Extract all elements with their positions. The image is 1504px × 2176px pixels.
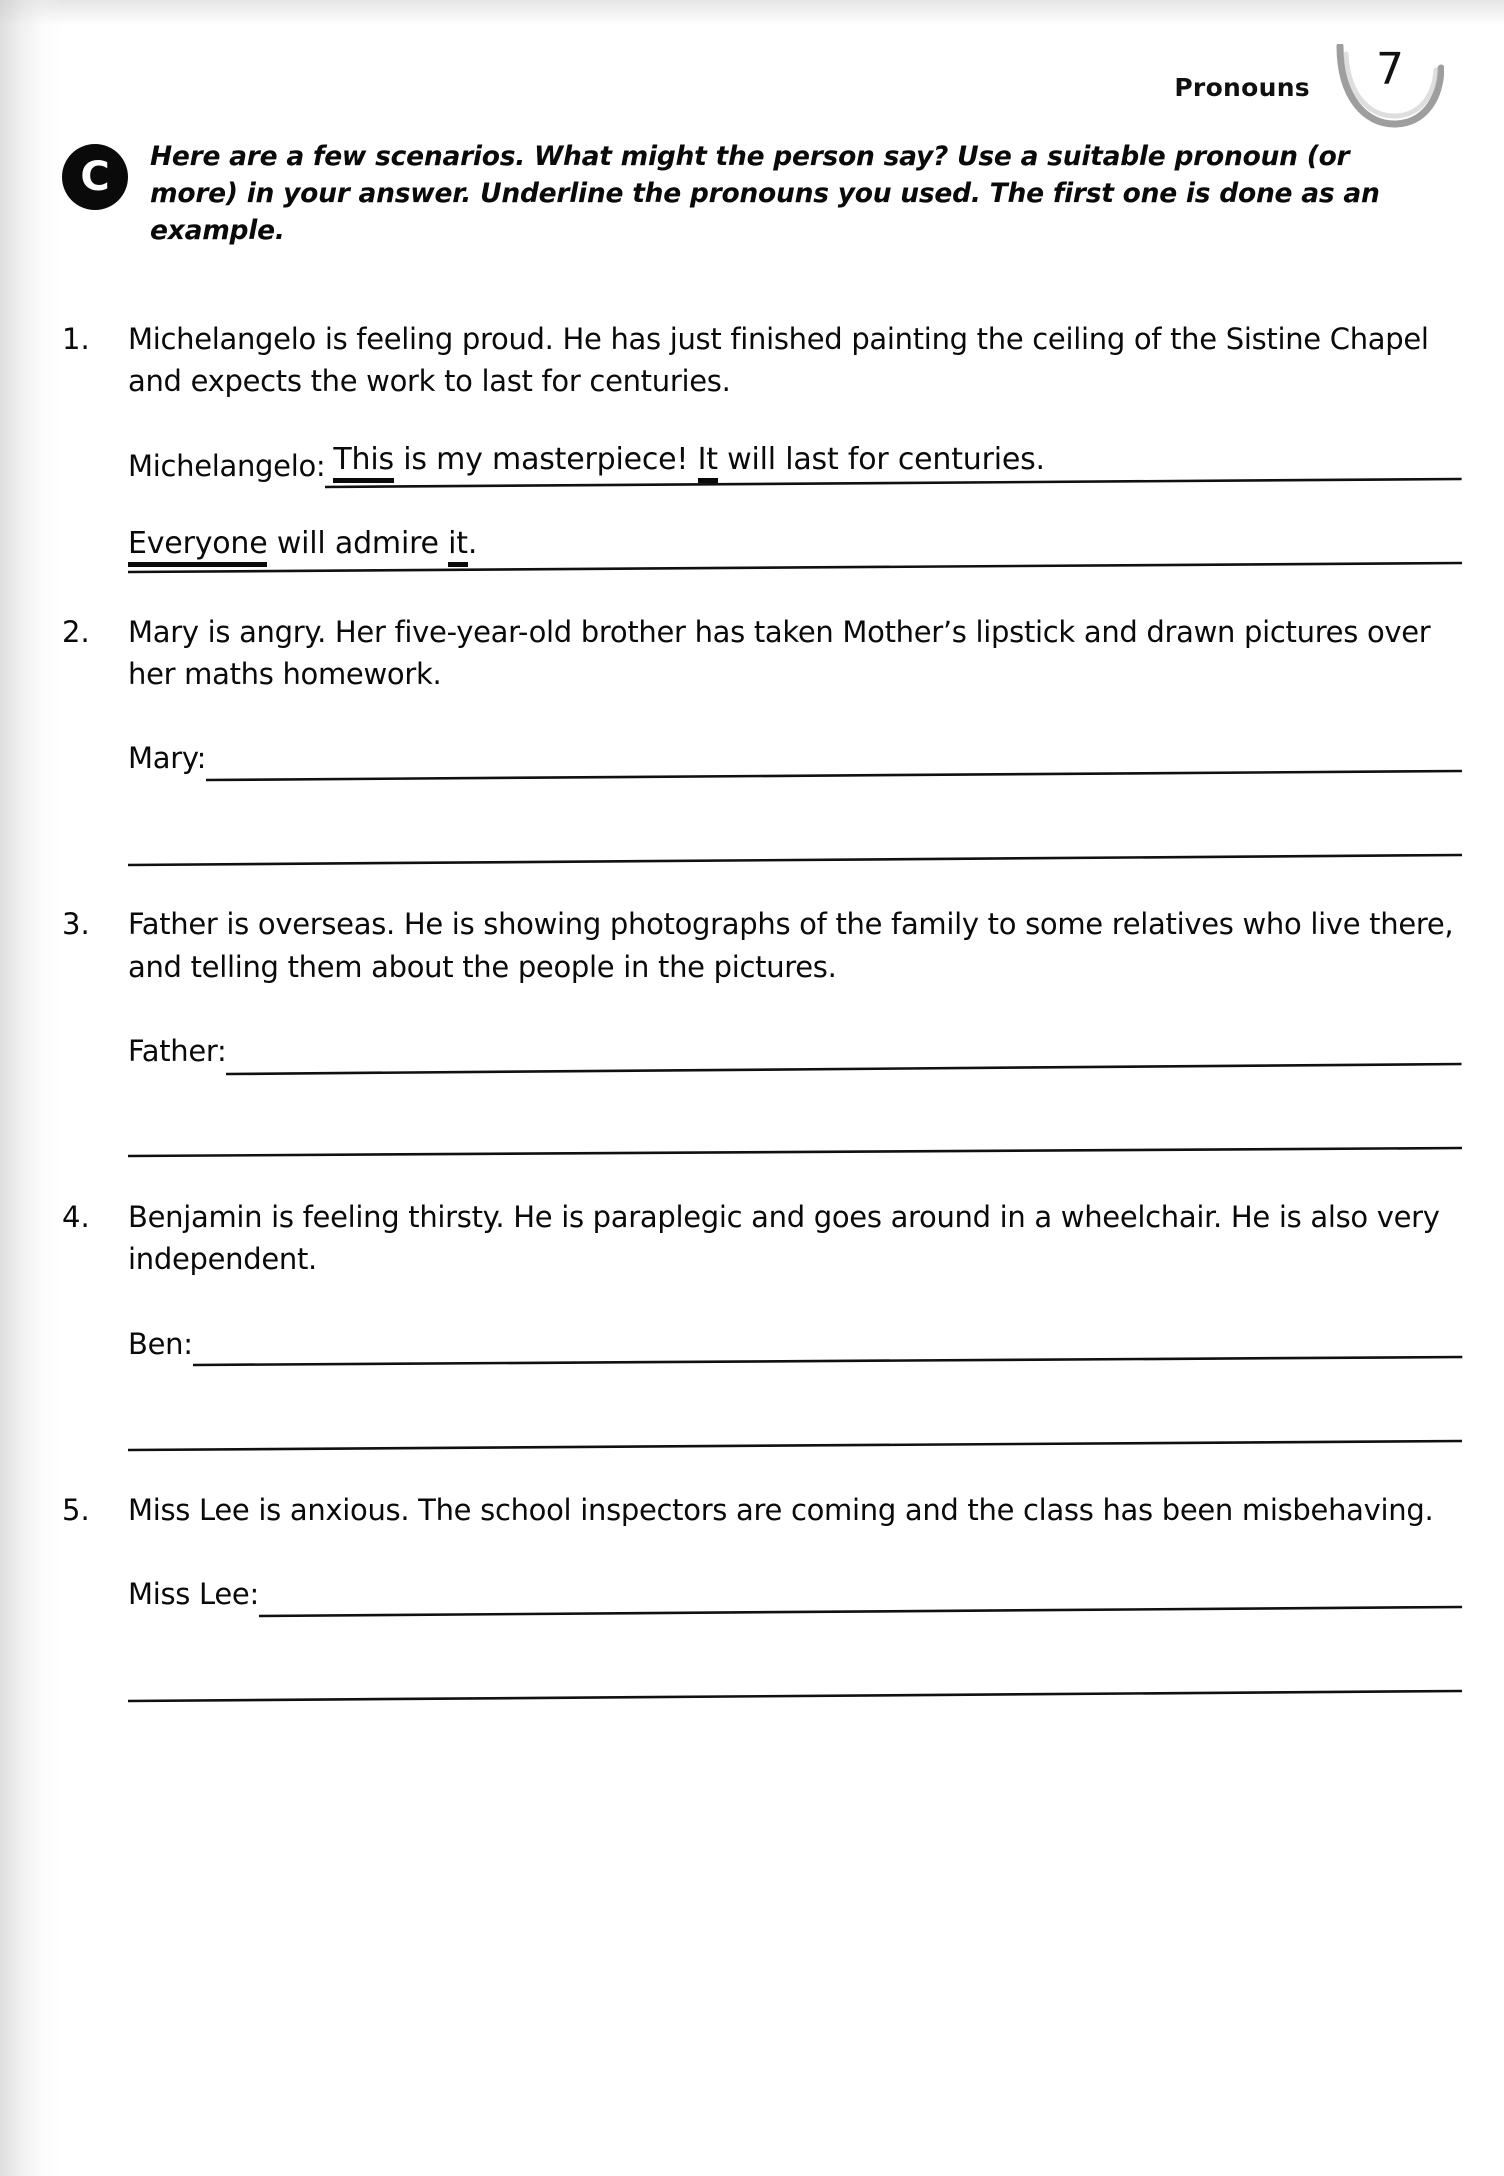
answer-rule: [128, 1681, 1462, 1703]
question-head: [62, 903, 1462, 988]
answer-field[interactable]: [128, 513, 1462, 575]
question-number: 2.: [62, 614, 90, 649]
answer-field[interactable]: [193, 1307, 1462, 1369]
questions-list: [62, 318, 1462, 1703]
answer-label: Miss Lee:: [128, 1576, 259, 1611]
answer-field[interactable]: [259, 1557, 1462, 1619]
question-item: [62, 1196, 1462, 1453]
handwriting-text: will last for centuries.: [717, 441, 1045, 477]
handwritten-answer: [333, 442, 1045, 477]
instruction-text: Here are a few scenarios. What might the person say? Use a suitable pronoun (or more) in your answer. Underline the pronouns you used. The first one is done as an example.: [150, 141, 1380, 247]
answer-field[interactable]: [128, 1098, 1462, 1160]
answer-field[interactable]: [325, 429, 1462, 491]
scan-shadow-binding: [0, 0, 62, 2176]
question-item: [62, 903, 1462, 1160]
question-prompt: Miss Lee is anxious. The school inspectors are coming and the class has been misbehaving.: [128, 1492, 1434, 1527]
answer-row[interactable]: [128, 429, 1462, 491]
answer-label: Michelangelo:: [128, 448, 326, 483]
answer-row[interactable]: [128, 1557, 1462, 1619]
answer-rule: [193, 1347, 1462, 1369]
answer-rule: [259, 1597, 1462, 1619]
scan-shadow-top: [0, 0, 1504, 26]
section-badge-c: C: [62, 144, 128, 210]
question-head: [62, 611, 1462, 696]
answer-row[interactable]: [128, 513, 1462, 575]
handwritten-answer: [128, 526, 477, 561]
answer-label: Mary:: [128, 741, 207, 776]
question-head: [62, 1196, 1462, 1281]
underlined-pronoun: This: [333, 442, 394, 483]
answer-block: [128, 1557, 1462, 1703]
question-number: 1.: [62, 322, 90, 356]
question-number: 3.: [62, 907, 90, 942]
underlined-pronoun: it: [448, 526, 468, 567]
answer-row[interactable]: [128, 1307, 1462, 1369]
answer-row[interactable]: [128, 721, 1462, 783]
answer-row[interactable]: [128, 1014, 1462, 1076]
answer-field[interactable]: [226, 1014, 1462, 1076]
handwriting-text: .: [467, 525, 478, 561]
answer-rule: [206, 761, 1462, 783]
answer-field[interactable]: [128, 1641, 1462, 1703]
question-prompt: Mary is angry. Her five-year-old brother has taken Mother’s lipstick and drawn pictures over her maths homework.: [128, 614, 1431, 691]
answer-row[interactable]: [128, 1391, 1462, 1453]
question-prompt: Father is overseas. He is showing photographs of the family to some relatives who live there, and telling them about the people in the pictures.: [128, 907, 1454, 984]
answer-field[interactable]: [128, 1391, 1462, 1453]
question-number: 5.: [62, 1492, 90, 1527]
underlined-pronoun: Everyone: [128, 526, 267, 567]
question-number: 4.: [62, 1199, 90, 1234]
answer-field[interactable]: [128, 805, 1462, 867]
question-item: [62, 318, 1462, 575]
question-head: [62, 1489, 1462, 1531]
instruction-block: [62, 142, 1392, 249]
answer-row[interactable]: [128, 1098, 1462, 1160]
answer-block: [128, 1014, 1462, 1160]
answer-rule: [128, 1431, 1462, 1453]
question-prompt: Michelangelo is feeling proud. He has just finished painting the ceiling of the Sistine Chapel and expects the work to last for centuries.: [128, 322, 1429, 399]
page-title: Pronouns: [1174, 72, 1310, 102]
answer-rule: [128, 1138, 1462, 1160]
answer-label: Father:: [128, 1033, 227, 1068]
question-head: [62, 318, 1462, 403]
handwriting-text: is my masterpiece!: [393, 441, 698, 477]
answer-rule: [128, 845, 1462, 867]
question-item: [62, 1489, 1462, 1703]
answer-block: [128, 721, 1462, 867]
answer-row[interactable]: [128, 805, 1462, 867]
answer-label: Ben:: [128, 1326, 193, 1361]
handwriting-text: will admire: [267, 525, 449, 561]
question-prompt: Benjamin is feeling thirsty. He is paraplegic and goes around in a wheelchair. He is also very independent.: [128, 1199, 1440, 1277]
answer-rule: [226, 1054, 1462, 1076]
page-corner-graphic: [1336, 44, 1444, 130]
answer-field[interactable]: [206, 721, 1462, 783]
page-header: [1174, 44, 1444, 130]
page-number: 7: [1376, 44, 1404, 95]
answer-row[interactable]: [128, 1641, 1462, 1703]
question-item: [62, 611, 1462, 868]
underlined-pronoun: It: [698, 442, 718, 483]
answer-block: [128, 1307, 1462, 1453]
answer-block: [128, 429, 1462, 575]
